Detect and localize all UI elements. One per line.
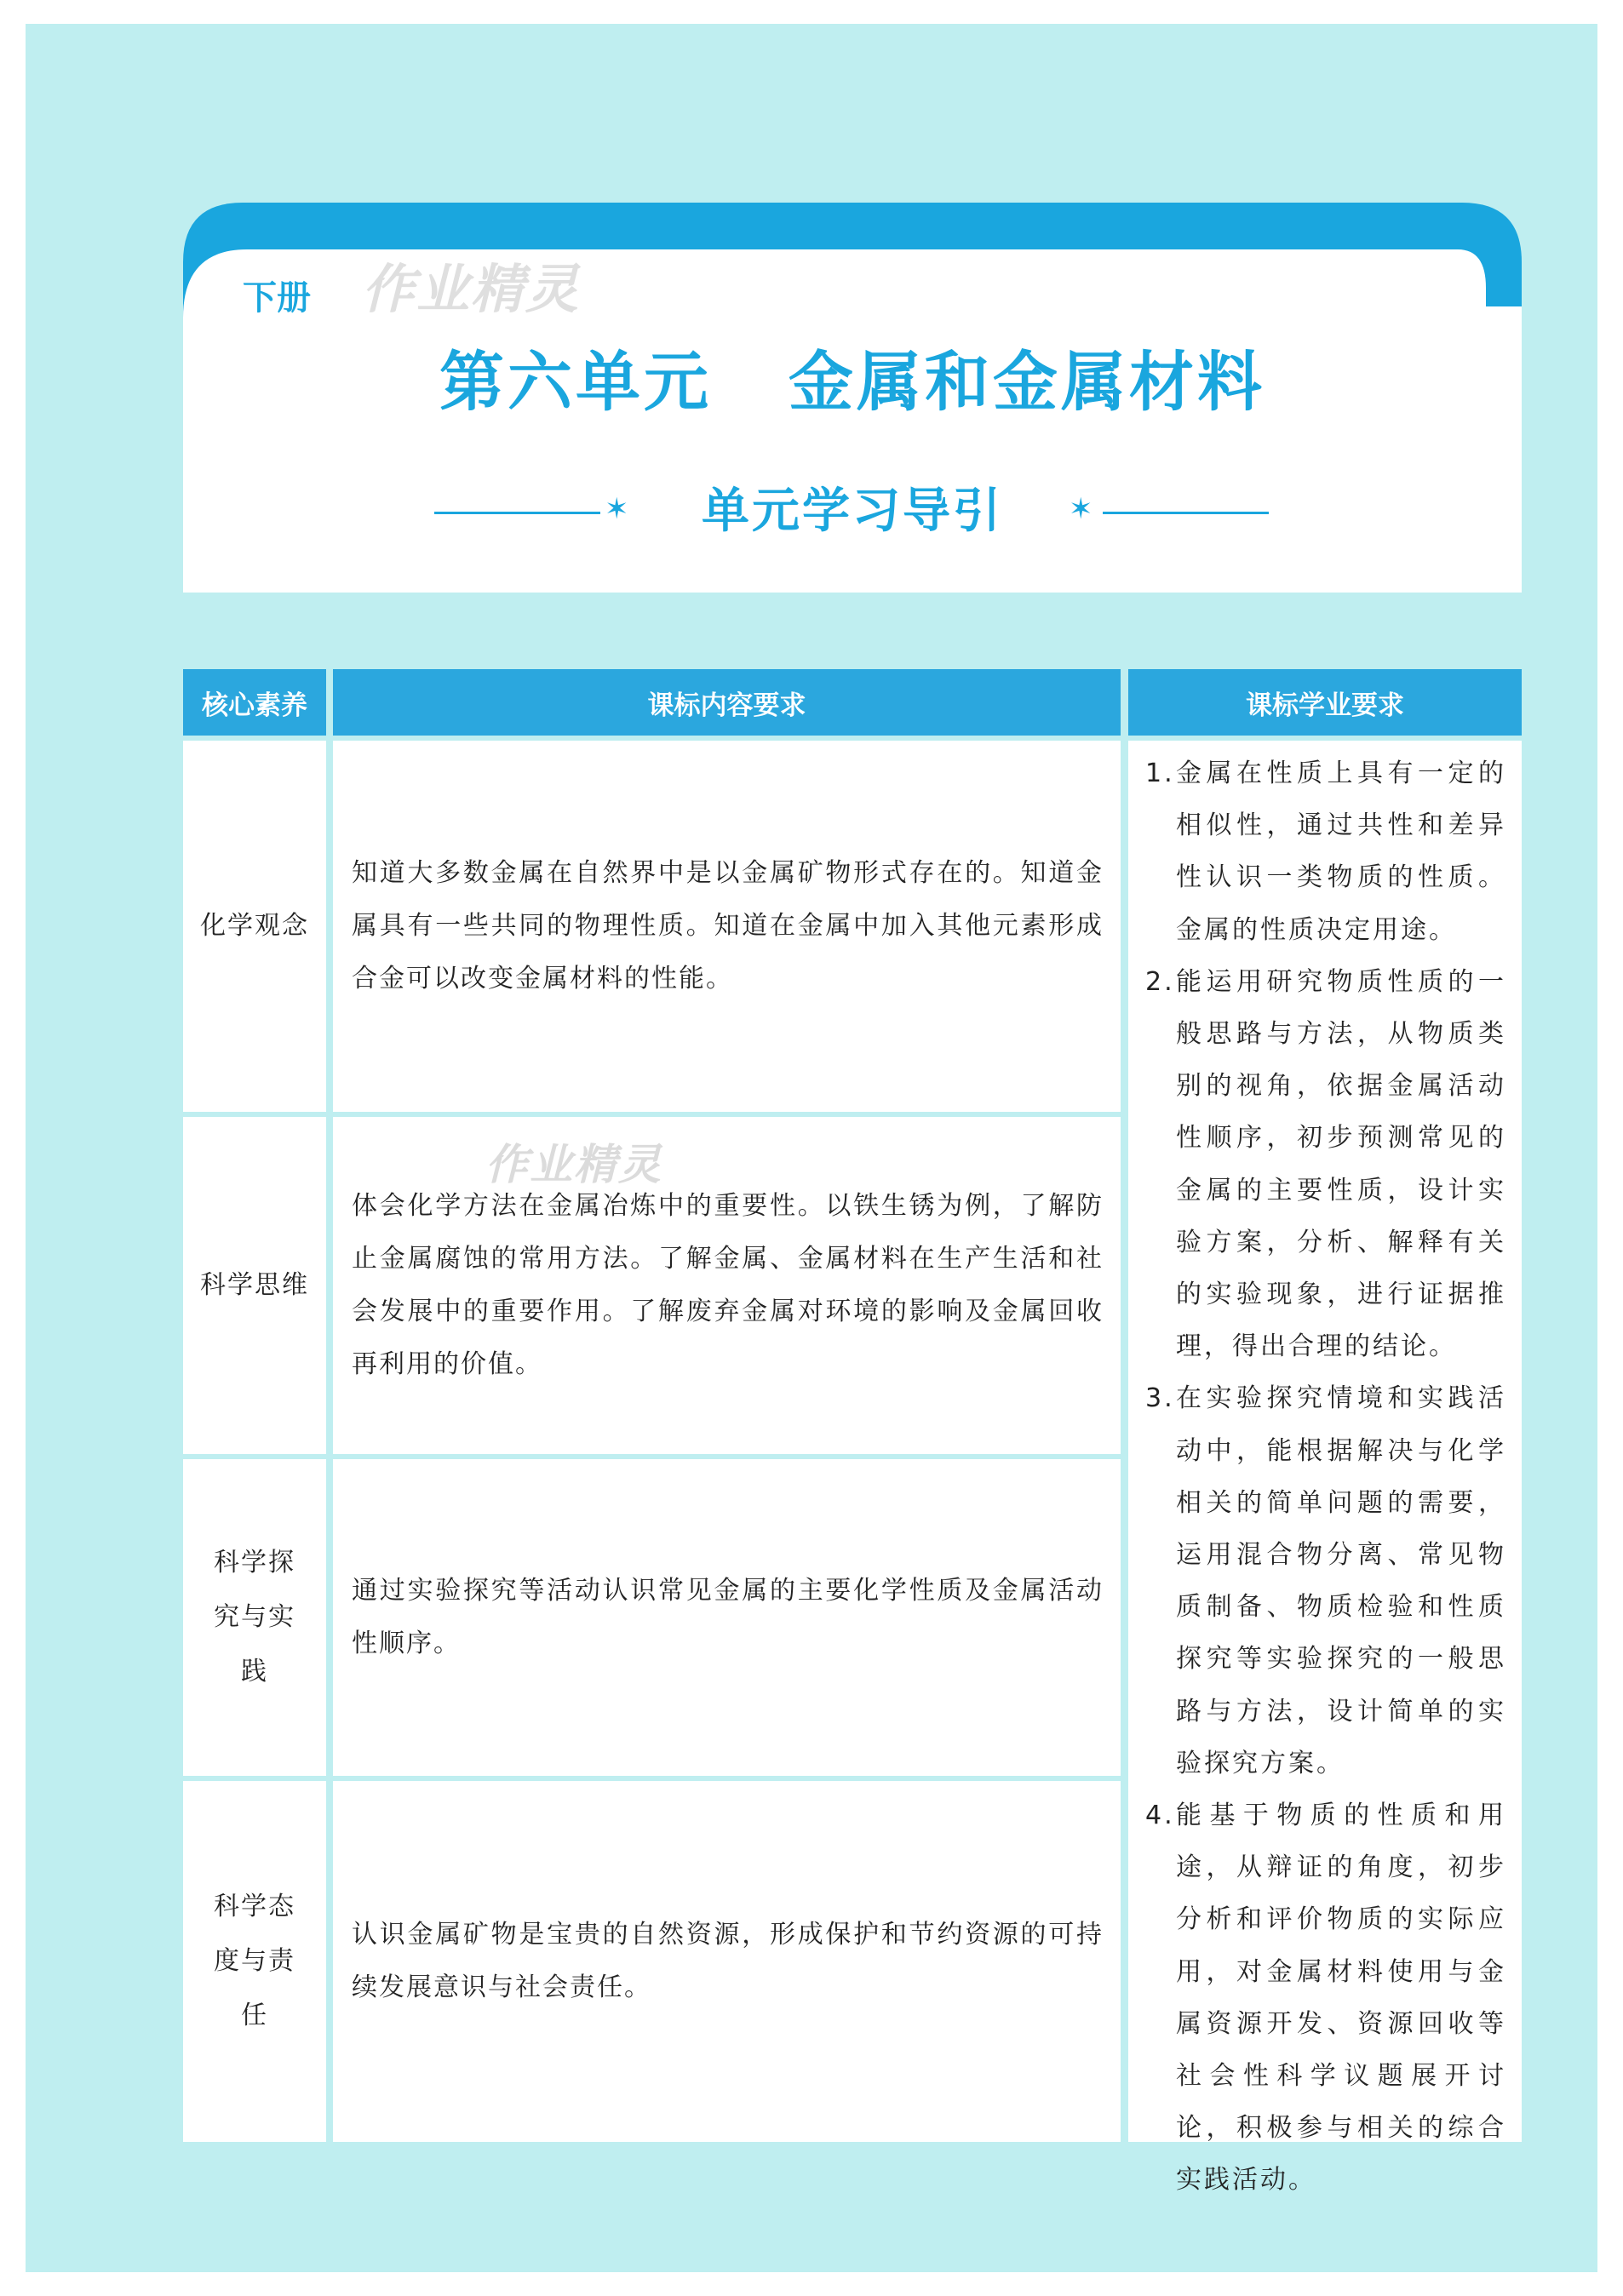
- watermark-body: 作业精灵: [485, 1140, 662, 1189]
- list-item: 1. 金属在性质上具有一定的相似性，通过共性和差异性认识一类物质的性质。金属的性质决定用途。: [1145, 759, 1506, 945]
- table-row-core-cell: [183, 741, 326, 1112]
- content-requirement-text: 认识金属矿物是宝贵的自然资源，形成保护和节约资源的可持续发展意识与社会责任。: [352, 1920, 1104, 2002]
- core-literacy-text: 科学探究与实践: [214, 1548, 295, 1686]
- unit-title: [183, 330, 1522, 423]
- table-row-content-cell: [333, 1459, 1121, 1776]
- table-row-core-cell: [183, 1459, 326, 1776]
- star-icon: ✶: [605, 492, 629, 526]
- star-icon: ✶: [1069, 492, 1093, 526]
- unit-name: 金属和金属材料: [789, 344, 1265, 420]
- content-requirement-text: 体会化学方法在金属冶炼中的重要性。以铁生锈为例，了解防止金属腐蚀的常用方法。了解金属、金属材料在生产生活和社会发展中的重要作用。了解废弃金属对环境的影响及金属回收再利用的价值。: [352, 1191, 1104, 1379]
- table-row-content-cell: [333, 741, 1121, 1112]
- list-item: 2. 能运用研究物质性质的一般思路与方法，从物质类别的视角，依据金属活动性顺序，初步预测常见的金属的主要性质，设计实验方案，分析、解释有关的实验现象，进行证据推理，得出合理的结论。: [1145, 966, 1506, 1362]
- core-literacy-text: 科学思维: [200, 1270, 309, 1300]
- table-row-content-cell: [333, 1117, 1121, 1454]
- unit-number: 第六单元: [439, 344, 712, 420]
- list-item: 3. 在实验探究情境和实践活动中，能根据解决与化学相关的简单问题的需要，运用混合物分离、常见物质制备、物质检验和性质探究等实验探究的一般思路与方法，设计简单的实验探究方案。: [1145, 1383, 1506, 1778]
- academic-requirements-cell: [1128, 741, 1522, 2196]
- guide-heading-row: [183, 473, 1522, 541]
- header-content-requirements: 课标内容要求: [333, 669, 1121, 736]
- unit-header-card: [183, 203, 1522, 593]
- watermark-header: 作业精灵: [362, 258, 581, 320]
- content-requirement-text: 通过实验探究等活动认识常见金属的主要化学性质及金属活动性顺序。: [352, 1576, 1104, 1658]
- header-core-literacy: 核心素养: [183, 669, 326, 736]
- table-row-core-cell: [183, 1781, 326, 2142]
- list-item: 4. 能基于物质的性质和用途，从辩证的角度，初步分析和评价物质的实际应用，对金属材料使用与金属资源开发、资源回收等社会性科学议题展开讨论，积极参与相关的综合实践活动。: [1145, 1801, 1506, 2196]
- core-literacy-text: 化学观念: [200, 911, 309, 941]
- core-literacy-text: 科学态度与责任: [214, 1892, 295, 2030]
- guide-divider-right: [1103, 512, 1269, 514]
- table-row-core-cell: [183, 1117, 326, 1454]
- guide-title: 单元学习导引: [702, 483, 1003, 539]
- header-academic-requirements: 课标学业要求: [1128, 669, 1522, 736]
- content-requirement-text: 知道大多数金属在自然界中是以金属矿物形式存在的。知道金属具有一些共同的物理性质。知道在金属中加入其他元素形成合金可以改变金属材料的性能。: [352, 858, 1104, 993]
- volume-label: 下册: [243, 278, 311, 318]
- page-background: [26, 24, 1597, 2272]
- table-row-content-cell: [333, 1781, 1121, 2142]
